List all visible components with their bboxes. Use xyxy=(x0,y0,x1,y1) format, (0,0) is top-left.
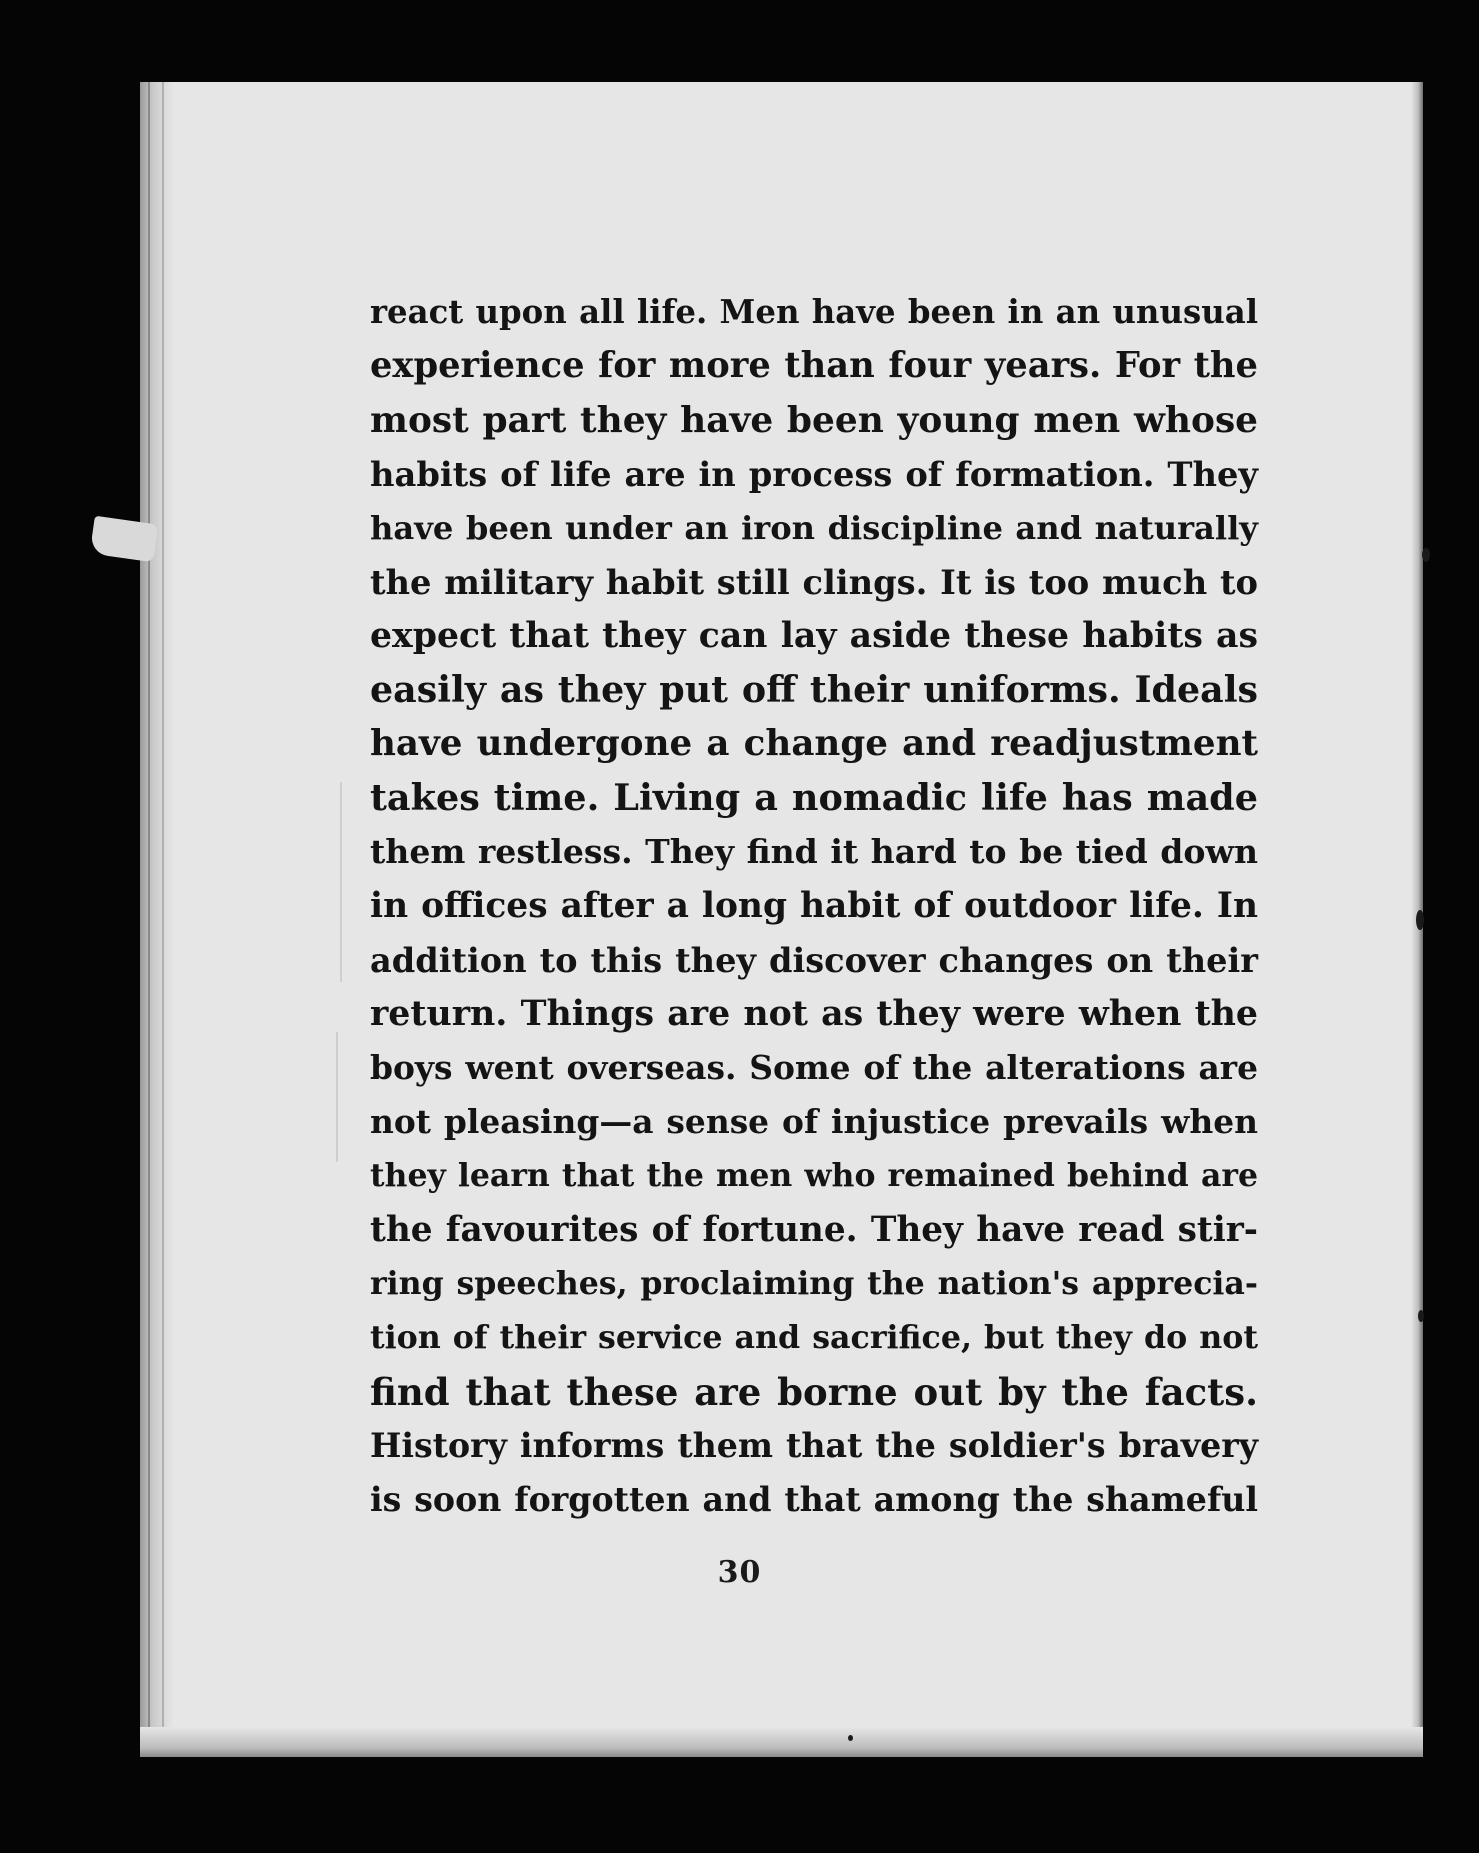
scan-speck xyxy=(1422,548,1430,562)
text-line: takes time. Living a nomadic life has made xyxy=(370,776,1258,819)
text-line: return. Things are not as they were when the xyxy=(370,993,1258,1034)
text-line: the military habit still clings. It is too much to xyxy=(370,562,1258,602)
text-line: have been under an iron discipline and naturally xyxy=(370,509,1258,547)
text-line: react upon all life. Men have been in an unusual xyxy=(370,293,1258,331)
page-bottom-edge xyxy=(140,1727,1423,1757)
page-tab-mark xyxy=(90,516,159,563)
scan-scratch xyxy=(336,1032,338,1162)
text-line: the favourites of fortune. They have read stir- xyxy=(370,1210,1258,1250)
text-line: most part they have been young men whose xyxy=(370,399,1258,441)
text-line: easily as they put off their uniforms. Ideals xyxy=(370,668,1258,711)
text-line: in offices after a long habit of outdoor life. In xyxy=(370,886,1258,926)
text-line: boys went overseas. Some of the alterations are xyxy=(370,1048,1258,1087)
text-line: habits of life are in process of formation. They xyxy=(370,454,1258,494)
gutter-line xyxy=(162,82,164,1757)
scan-speck xyxy=(1418,1310,1424,1322)
text-line: not pleasing—a sense of injustice prevails when xyxy=(370,1102,1258,1141)
text-line: them restless. They find it hard to be tied down xyxy=(370,832,1258,871)
scan-speck xyxy=(848,1735,853,1741)
text-line: have undergone a change and readjustment xyxy=(370,723,1258,764)
text-line: addition to this they discover changes on their xyxy=(370,940,1258,980)
text-line: expect that they can lay aside these habits as xyxy=(370,615,1258,656)
text-line: History informs them that the soldier's bravery xyxy=(370,1426,1258,1465)
text-line: find that these are borne out by the facts. xyxy=(370,1370,1258,1414)
text-line: experience for more than four years. For the xyxy=(370,345,1258,386)
page-number: 30 xyxy=(717,1555,762,1590)
scan-scratch xyxy=(340,782,342,982)
text-line: ring speeches, proclaiming the nation's apprecia- xyxy=(370,1265,1258,1302)
body-text xyxy=(370,285,1258,1527)
binding-gutter xyxy=(140,82,174,1757)
text-line: tion of their service and sacrifice, but they do not xyxy=(370,1319,1258,1356)
gutter-line xyxy=(148,82,150,1757)
text-line: is soon forgotten and that among the shameful xyxy=(370,1480,1258,1519)
scan-speck xyxy=(1416,910,1424,930)
text-line: they learn that the men who remained behind are xyxy=(370,1157,1258,1194)
